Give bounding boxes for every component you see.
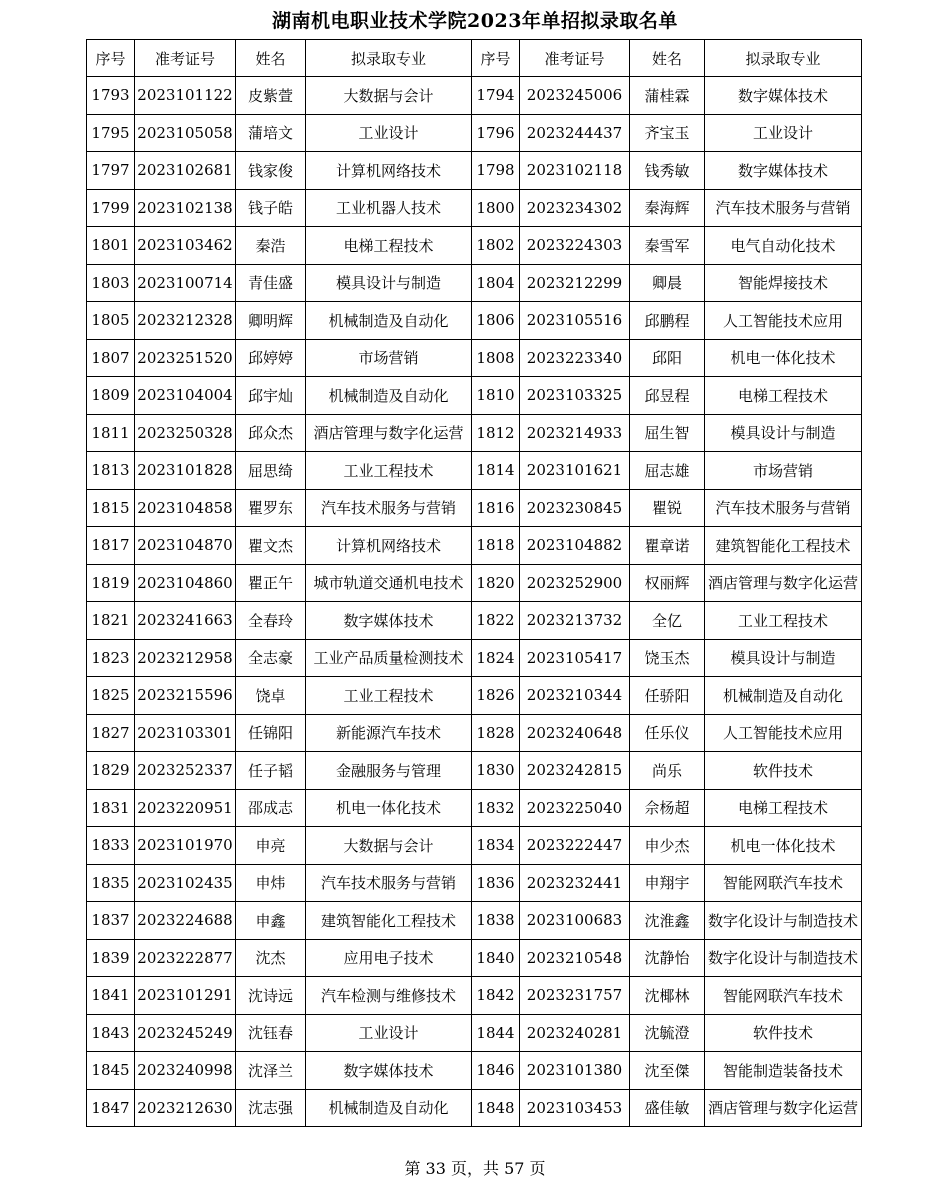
cell-admitted-major: 数字媒体技术 bbox=[705, 77, 862, 115]
cell-student-name: 任乐仪 bbox=[630, 714, 705, 752]
cell-admitted-major: 计算机网络技术 bbox=[306, 527, 472, 565]
cell-seq-number: 1824 bbox=[472, 639, 520, 677]
cell-seq-number: 1795 bbox=[87, 114, 135, 152]
table-row bbox=[87, 114, 862, 152]
cell-seq-number: 1846 bbox=[472, 1052, 520, 1090]
cell-seq-number: 1845 bbox=[87, 1052, 135, 1090]
cell-seq-number: 1793 bbox=[87, 77, 135, 115]
cell-exam-id: 2023241663 bbox=[135, 602, 236, 640]
cell-student-name: 瞿章诺 bbox=[630, 527, 705, 565]
cell-seq-number: 1804 bbox=[472, 264, 520, 302]
cell-exam-id: 2023251520 bbox=[135, 339, 236, 377]
cell-admitted-major: 机电一体化技术 bbox=[705, 827, 862, 865]
cell-seq-number: 1837 bbox=[87, 902, 135, 940]
cell-student-name: 全亿 bbox=[630, 602, 705, 640]
cell-student-name: 沈静怡 bbox=[630, 939, 705, 977]
cell-exam-id: 2023103462 bbox=[135, 227, 236, 265]
table-row bbox=[87, 189, 862, 227]
cell-exam-id: 2023101621 bbox=[520, 452, 630, 490]
table-row bbox=[87, 602, 862, 640]
cell-exam-id: 2023105058 bbox=[135, 114, 236, 152]
cell-exam-id: 2023101828 bbox=[135, 452, 236, 490]
cell-admitted-major: 市场营销 bbox=[306, 339, 472, 377]
cell-admitted-major: 汽车技术服务与营销 bbox=[306, 864, 472, 902]
cell-seq-number: 1831 bbox=[87, 789, 135, 827]
cell-seq-number: 1823 bbox=[87, 639, 135, 677]
cell-admitted-major: 机械制造及自动化 bbox=[306, 377, 472, 415]
cell-exam-id: 2023101291 bbox=[135, 977, 236, 1015]
cell-student-name: 卿晨 bbox=[630, 264, 705, 302]
cell-seq-number: 1813 bbox=[87, 452, 135, 490]
cell-seq-number: 1815 bbox=[87, 489, 135, 527]
cell-seq-number: 1800 bbox=[472, 189, 520, 227]
cell-seq-number: 1816 bbox=[472, 489, 520, 527]
cell-admitted-major: 工业机器人技术 bbox=[306, 189, 472, 227]
cell-exam-id: 2023240281 bbox=[520, 1014, 630, 1052]
cell-admitted-major: 大数据与会计 bbox=[306, 77, 472, 115]
cell-seq-number: 1812 bbox=[472, 414, 520, 452]
cell-admitted-major: 人工智能技术应用 bbox=[705, 302, 862, 340]
cell-seq-number: 1820 bbox=[472, 564, 520, 602]
cell-admitted-major: 计算机网络技术 bbox=[306, 152, 472, 190]
table-row bbox=[87, 302, 862, 340]
cell-exam-id: 2023103325 bbox=[520, 377, 630, 415]
cell-exam-id: 2023100714 bbox=[135, 264, 236, 302]
table-row bbox=[87, 1089, 862, 1127]
cell-exam-id: 2023252337 bbox=[135, 752, 236, 790]
cell-student-name: 秦海辉 bbox=[630, 189, 705, 227]
cell-exam-id: 2023210548 bbox=[520, 939, 630, 977]
table-row bbox=[87, 639, 862, 677]
cell-admitted-major: 智能焊接技术 bbox=[705, 264, 862, 302]
cell-student-name: 沈泽兰 bbox=[236, 1052, 306, 1090]
cell-student-name: 申鑫 bbox=[236, 902, 306, 940]
cell-admitted-major: 数字媒体技术 bbox=[306, 602, 472, 640]
cell-admitted-major: 智能制造装备技术 bbox=[705, 1052, 862, 1090]
cell-student-name: 全春玲 bbox=[236, 602, 306, 640]
cell-exam-id: 2023220951 bbox=[135, 789, 236, 827]
cell-student-name: 屈思绮 bbox=[236, 452, 306, 490]
cell-exam-id: 2023223340 bbox=[520, 339, 630, 377]
cell-student-name: 任锦阳 bbox=[236, 714, 306, 752]
cell-admitted-major: 数字媒体技术 bbox=[705, 152, 862, 190]
cell-student-name: 秦浩 bbox=[236, 227, 306, 265]
cell-admitted-major: 汽车技术服务与营销 bbox=[705, 189, 862, 227]
cell-admitted-major: 工业产品质量检测技术 bbox=[306, 639, 472, 677]
table-body bbox=[87, 77, 862, 1127]
cell-admitted-major: 酒店管理与数字化运营 bbox=[705, 1089, 862, 1127]
cell-seq-number: 1833 bbox=[87, 827, 135, 865]
cell-admitted-major: 模具设计与制造 bbox=[705, 639, 862, 677]
table-row bbox=[87, 527, 862, 565]
cell-exam-id: 2023105417 bbox=[520, 639, 630, 677]
cell-admitted-major: 机械制造及自动化 bbox=[306, 1089, 472, 1127]
table-row bbox=[87, 227, 862, 265]
cell-admitted-major: 机械制造及自动化 bbox=[306, 302, 472, 340]
cell-exam-id: 2023102118 bbox=[520, 152, 630, 190]
cell-exam-id: 2023232441 bbox=[520, 864, 630, 902]
cell-exam-id: 2023102435 bbox=[135, 864, 236, 902]
cell-admitted-major: 城市轨道交通机电技术 bbox=[306, 564, 472, 602]
cell-exam-id: 2023225040 bbox=[520, 789, 630, 827]
cell-student-name: 佘杨超 bbox=[630, 789, 705, 827]
cell-student-name: 邱婷婷 bbox=[236, 339, 306, 377]
cell-seq-number: 1848 bbox=[472, 1089, 520, 1127]
cell-admitted-major: 软件技术 bbox=[705, 752, 862, 790]
cell-student-name: 瞿文杰 bbox=[236, 527, 306, 565]
cell-seq-number: 1809 bbox=[87, 377, 135, 415]
cell-student-name: 任骄阳 bbox=[630, 677, 705, 715]
cell-admitted-major: 机械制造及自动化 bbox=[705, 677, 862, 715]
cell-admitted-major: 建筑智能化工程技术 bbox=[306, 902, 472, 940]
cell-student-name: 申炜 bbox=[236, 864, 306, 902]
cell-exam-id: 2023240998 bbox=[135, 1052, 236, 1090]
cell-exam-id: 2023104004 bbox=[135, 377, 236, 415]
cell-seq-number: 1825 bbox=[87, 677, 135, 715]
cell-admitted-major: 工业设计 bbox=[306, 1014, 472, 1052]
cell-seq-number: 1844 bbox=[472, 1014, 520, 1052]
cell-exam-id: 2023214933 bbox=[520, 414, 630, 452]
table-row bbox=[87, 714, 862, 752]
cell-seq-number: 1801 bbox=[87, 227, 135, 265]
cell-admitted-major: 智能网联汽车技术 bbox=[705, 864, 862, 902]
cell-student-name: 全志豪 bbox=[236, 639, 306, 677]
cell-student-name: 钱子皓 bbox=[236, 189, 306, 227]
cell-seq-number: 1807 bbox=[87, 339, 135, 377]
cell-seq-number: 1794 bbox=[472, 77, 520, 115]
cell-admitted-major: 人工智能技术应用 bbox=[705, 714, 862, 752]
cell-student-name: 皮紫萱 bbox=[236, 77, 306, 115]
cell-admitted-major: 酒店管理与数字化运营 bbox=[705, 564, 862, 602]
cell-seq-number: 1806 bbox=[472, 302, 520, 340]
cell-seq-number: 1798 bbox=[472, 152, 520, 190]
cell-exam-id: 2023101970 bbox=[135, 827, 236, 865]
cell-admitted-major: 酒店管理与数字化运营 bbox=[306, 414, 472, 452]
cell-exam-id: 2023210344 bbox=[520, 677, 630, 715]
table-row bbox=[87, 377, 862, 415]
cell-exam-id: 2023102681 bbox=[135, 152, 236, 190]
column-header-exam-id: 准考证号 bbox=[135, 40, 236, 77]
cell-student-name: 申亮 bbox=[236, 827, 306, 865]
cell-student-name: 沈淮鑫 bbox=[630, 902, 705, 940]
cell-student-name: 邱众杰 bbox=[236, 414, 306, 452]
cell-student-name: 邱阳 bbox=[630, 339, 705, 377]
table-row bbox=[87, 1014, 862, 1052]
cell-admitted-major: 应用电子技术 bbox=[306, 939, 472, 977]
cell-student-name: 沈志强 bbox=[236, 1089, 306, 1127]
cell-exam-id: 2023101380 bbox=[520, 1052, 630, 1090]
cell-student-name: 钱秀敏 bbox=[630, 152, 705, 190]
table-row bbox=[87, 827, 862, 865]
cell-student-name: 青佳盛 bbox=[236, 264, 306, 302]
cell-seq-number: 1826 bbox=[472, 677, 520, 715]
cell-admitted-major: 汽车技术服务与营销 bbox=[705, 489, 862, 527]
table-row bbox=[87, 77, 862, 115]
cell-seq-number: 1843 bbox=[87, 1014, 135, 1052]
cell-seq-number: 1819 bbox=[87, 564, 135, 602]
cell-exam-id: 2023215596 bbox=[135, 677, 236, 715]
cell-student-name: 盛佳敏 bbox=[630, 1089, 705, 1127]
table-row bbox=[87, 864, 862, 902]
cell-seq-number: 1822 bbox=[472, 602, 520, 640]
cell-seq-number: 1836 bbox=[472, 864, 520, 902]
cell-admitted-major: 汽车技术服务与营销 bbox=[306, 489, 472, 527]
cell-seq-number: 1829 bbox=[87, 752, 135, 790]
cell-seq-number: 1821 bbox=[87, 602, 135, 640]
cell-exam-id: 2023104882 bbox=[520, 527, 630, 565]
cell-exam-id: 2023242815 bbox=[520, 752, 630, 790]
page-title: 湖南机电职业技术学院2023年单招拟录取名单 bbox=[272, 10, 678, 32]
cell-student-name: 邱宇灿 bbox=[236, 377, 306, 415]
cell-student-name: 沈钰春 bbox=[236, 1014, 306, 1052]
cell-admitted-major: 电梯工程技术 bbox=[705, 377, 862, 415]
cell-admitted-major: 机电一体化技术 bbox=[306, 789, 472, 827]
cell-student-name: 饶玉杰 bbox=[630, 639, 705, 677]
cell-exam-id: 2023104870 bbox=[135, 527, 236, 565]
cell-admitted-major: 金融服务与管理 bbox=[306, 752, 472, 790]
cell-seq-number: 1797 bbox=[87, 152, 135, 190]
cell-student-name: 申少杰 bbox=[630, 827, 705, 865]
cell-student-name: 尚乐 bbox=[630, 752, 705, 790]
cell-exam-id: 2023212299 bbox=[520, 264, 630, 302]
cell-student-name: 任子韬 bbox=[236, 752, 306, 790]
cell-seq-number: 1835 bbox=[87, 864, 135, 902]
cell-admitted-major: 工业设计 bbox=[306, 114, 472, 152]
cell-admitted-major: 新能源汽车技术 bbox=[306, 714, 472, 752]
cell-seq-number: 1841 bbox=[87, 977, 135, 1015]
admission-table bbox=[86, 39, 862, 1127]
cell-exam-id: 2023244437 bbox=[520, 114, 630, 152]
cell-exam-id: 2023250328 bbox=[135, 414, 236, 452]
cell-exam-id: 2023103301 bbox=[135, 714, 236, 752]
cell-seq-number: 1810 bbox=[472, 377, 520, 415]
table-row bbox=[87, 1052, 862, 1090]
cell-exam-id: 2023240648 bbox=[520, 714, 630, 752]
table-row bbox=[87, 939, 862, 977]
cell-student-name: 齐宝玉 bbox=[630, 114, 705, 152]
cell-admitted-major: 模具设计与制造 bbox=[705, 414, 862, 452]
cell-exam-id: 2023224303 bbox=[520, 227, 630, 265]
cell-seq-number: 1814 bbox=[472, 452, 520, 490]
cell-seq-number: 1834 bbox=[472, 827, 520, 865]
cell-exam-id: 2023245006 bbox=[520, 77, 630, 115]
cell-seq-number: 1817 bbox=[87, 527, 135, 565]
cell-exam-id: 2023252900 bbox=[520, 564, 630, 602]
table-row bbox=[87, 489, 862, 527]
column-header-exam-id: 准考证号 bbox=[520, 40, 630, 77]
cell-student-name: 沈杰 bbox=[236, 939, 306, 977]
cell-student-name: 沈毓澄 bbox=[630, 1014, 705, 1052]
cell-student-name: 秦雪军 bbox=[630, 227, 705, 265]
cell-student-name: 沈至傑 bbox=[630, 1052, 705, 1090]
cell-admitted-major: 建筑智能化工程技术 bbox=[705, 527, 862, 565]
cell-exam-id: 2023212630 bbox=[135, 1089, 236, 1127]
table-row bbox=[87, 452, 862, 490]
column-header-seq-number: 序号 bbox=[87, 40, 135, 77]
column-header-student-name: 姓名 bbox=[236, 40, 306, 77]
cell-admitted-major: 电梯工程技术 bbox=[705, 789, 862, 827]
cell-seq-number: 1828 bbox=[472, 714, 520, 752]
cell-student-name: 邵成志 bbox=[236, 789, 306, 827]
table-row bbox=[87, 752, 862, 790]
column-header-seq-number: 序号 bbox=[472, 40, 520, 77]
cell-exam-id: 2023222447 bbox=[520, 827, 630, 865]
table-row bbox=[87, 414, 862, 452]
table-header-row bbox=[87, 40, 862, 77]
cell-admitted-major: 汽车检测与维修技术 bbox=[306, 977, 472, 1015]
cell-student-name: 瞿罗东 bbox=[236, 489, 306, 527]
cell-exam-id: 2023245249 bbox=[135, 1014, 236, 1052]
cell-admitted-major: 数字化设计与制造技术 bbox=[705, 939, 862, 977]
cell-admitted-major: 软件技术 bbox=[705, 1014, 862, 1052]
table-row bbox=[87, 789, 862, 827]
cell-exam-id: 2023102138 bbox=[135, 189, 236, 227]
cell-admitted-major: 市场营销 bbox=[705, 452, 862, 490]
table-row bbox=[87, 902, 862, 940]
cell-seq-number: 1808 bbox=[472, 339, 520, 377]
cell-seq-number: 1799 bbox=[87, 189, 135, 227]
cell-exam-id: 2023234302 bbox=[520, 189, 630, 227]
table-row bbox=[87, 677, 862, 715]
cell-admitted-major: 数字媒体技术 bbox=[306, 1052, 472, 1090]
cell-seq-number: 1827 bbox=[87, 714, 135, 752]
cell-student-name: 瞿锐 bbox=[630, 489, 705, 527]
cell-student-name: 蒲培文 bbox=[236, 114, 306, 152]
cell-exam-id: 2023222877 bbox=[135, 939, 236, 977]
cell-admitted-major: 数字化设计与制造技术 bbox=[705, 902, 862, 940]
cell-exam-id: 2023230845 bbox=[520, 489, 630, 527]
cell-student-name: 沈诗远 bbox=[236, 977, 306, 1015]
cell-seq-number: 1839 bbox=[87, 939, 135, 977]
cell-seq-number: 1803 bbox=[87, 264, 135, 302]
cell-student-name: 申翔宇 bbox=[630, 864, 705, 902]
cell-exam-id: 2023212958 bbox=[135, 639, 236, 677]
cell-student-name: 屈生智 bbox=[630, 414, 705, 452]
table-row bbox=[87, 564, 862, 602]
table-row bbox=[87, 977, 862, 1015]
cell-seq-number: 1802 bbox=[472, 227, 520, 265]
column-header-admitted-major: 拟录取专业 bbox=[306, 40, 472, 77]
table-row bbox=[87, 152, 862, 190]
cell-admitted-major: 大数据与会计 bbox=[306, 827, 472, 865]
cell-exam-id: 2023212328 bbox=[135, 302, 236, 340]
cell-admitted-major: 模具设计与制造 bbox=[306, 264, 472, 302]
cell-seq-number: 1842 bbox=[472, 977, 520, 1015]
cell-student-name: 饶卓 bbox=[236, 677, 306, 715]
cell-seq-number: 1840 bbox=[472, 939, 520, 977]
cell-admitted-major: 智能网联汽车技术 bbox=[705, 977, 862, 1015]
cell-student-name: 钱家俊 bbox=[236, 152, 306, 190]
cell-admitted-major: 工业设计 bbox=[705, 114, 862, 152]
cell-admitted-major: 电梯工程技术 bbox=[306, 227, 472, 265]
table-row bbox=[87, 264, 862, 302]
cell-student-name: 邱鹏程 bbox=[630, 302, 705, 340]
cell-seq-number: 1838 bbox=[472, 902, 520, 940]
page-footer: 第 33 页，共 57 页 bbox=[404, 1159, 546, 1178]
cell-student-name: 卿明辉 bbox=[236, 302, 306, 340]
cell-student-name: 权丽辉 bbox=[630, 564, 705, 602]
column-header-student-name: 姓名 bbox=[630, 40, 705, 77]
cell-exam-id: 2023101122 bbox=[135, 77, 236, 115]
cell-exam-id: 2023224688 bbox=[135, 902, 236, 940]
cell-seq-number: 1805 bbox=[87, 302, 135, 340]
cell-exam-id: 2023103453 bbox=[520, 1089, 630, 1127]
cell-seq-number: 1832 bbox=[472, 789, 520, 827]
cell-seq-number: 1847 bbox=[87, 1089, 135, 1127]
cell-admitted-major: 工业工程技术 bbox=[306, 677, 472, 715]
cell-exam-id: 2023231757 bbox=[520, 977, 630, 1015]
cell-student-name: 屈志雄 bbox=[630, 452, 705, 490]
cell-seq-number: 1796 bbox=[472, 114, 520, 152]
cell-admitted-major: 工业工程技术 bbox=[306, 452, 472, 490]
cell-student-name: 沈椰林 bbox=[630, 977, 705, 1015]
cell-exam-id: 2023105516 bbox=[520, 302, 630, 340]
cell-admitted-major: 工业工程技术 bbox=[705, 602, 862, 640]
cell-seq-number: 1818 bbox=[472, 527, 520, 565]
cell-student-name: 蒲桂霖 bbox=[630, 77, 705, 115]
table-row bbox=[87, 339, 862, 377]
cell-student-name: 瞿正午 bbox=[236, 564, 306, 602]
cell-student-name: 邱昱程 bbox=[630, 377, 705, 415]
cell-exam-id: 2023213732 bbox=[520, 602, 630, 640]
cell-exam-id: 2023100683 bbox=[520, 902, 630, 940]
column-header-admitted-major: 拟录取专业 bbox=[705, 40, 862, 77]
cell-exam-id: 2023104860 bbox=[135, 564, 236, 602]
cell-admitted-major: 机电一体化技术 bbox=[705, 339, 862, 377]
cell-seq-number: 1830 bbox=[472, 752, 520, 790]
cell-seq-number: 1811 bbox=[87, 414, 135, 452]
cell-admitted-major: 电气自动化技术 bbox=[705, 227, 862, 265]
cell-exam-id: 2023104858 bbox=[135, 489, 236, 527]
